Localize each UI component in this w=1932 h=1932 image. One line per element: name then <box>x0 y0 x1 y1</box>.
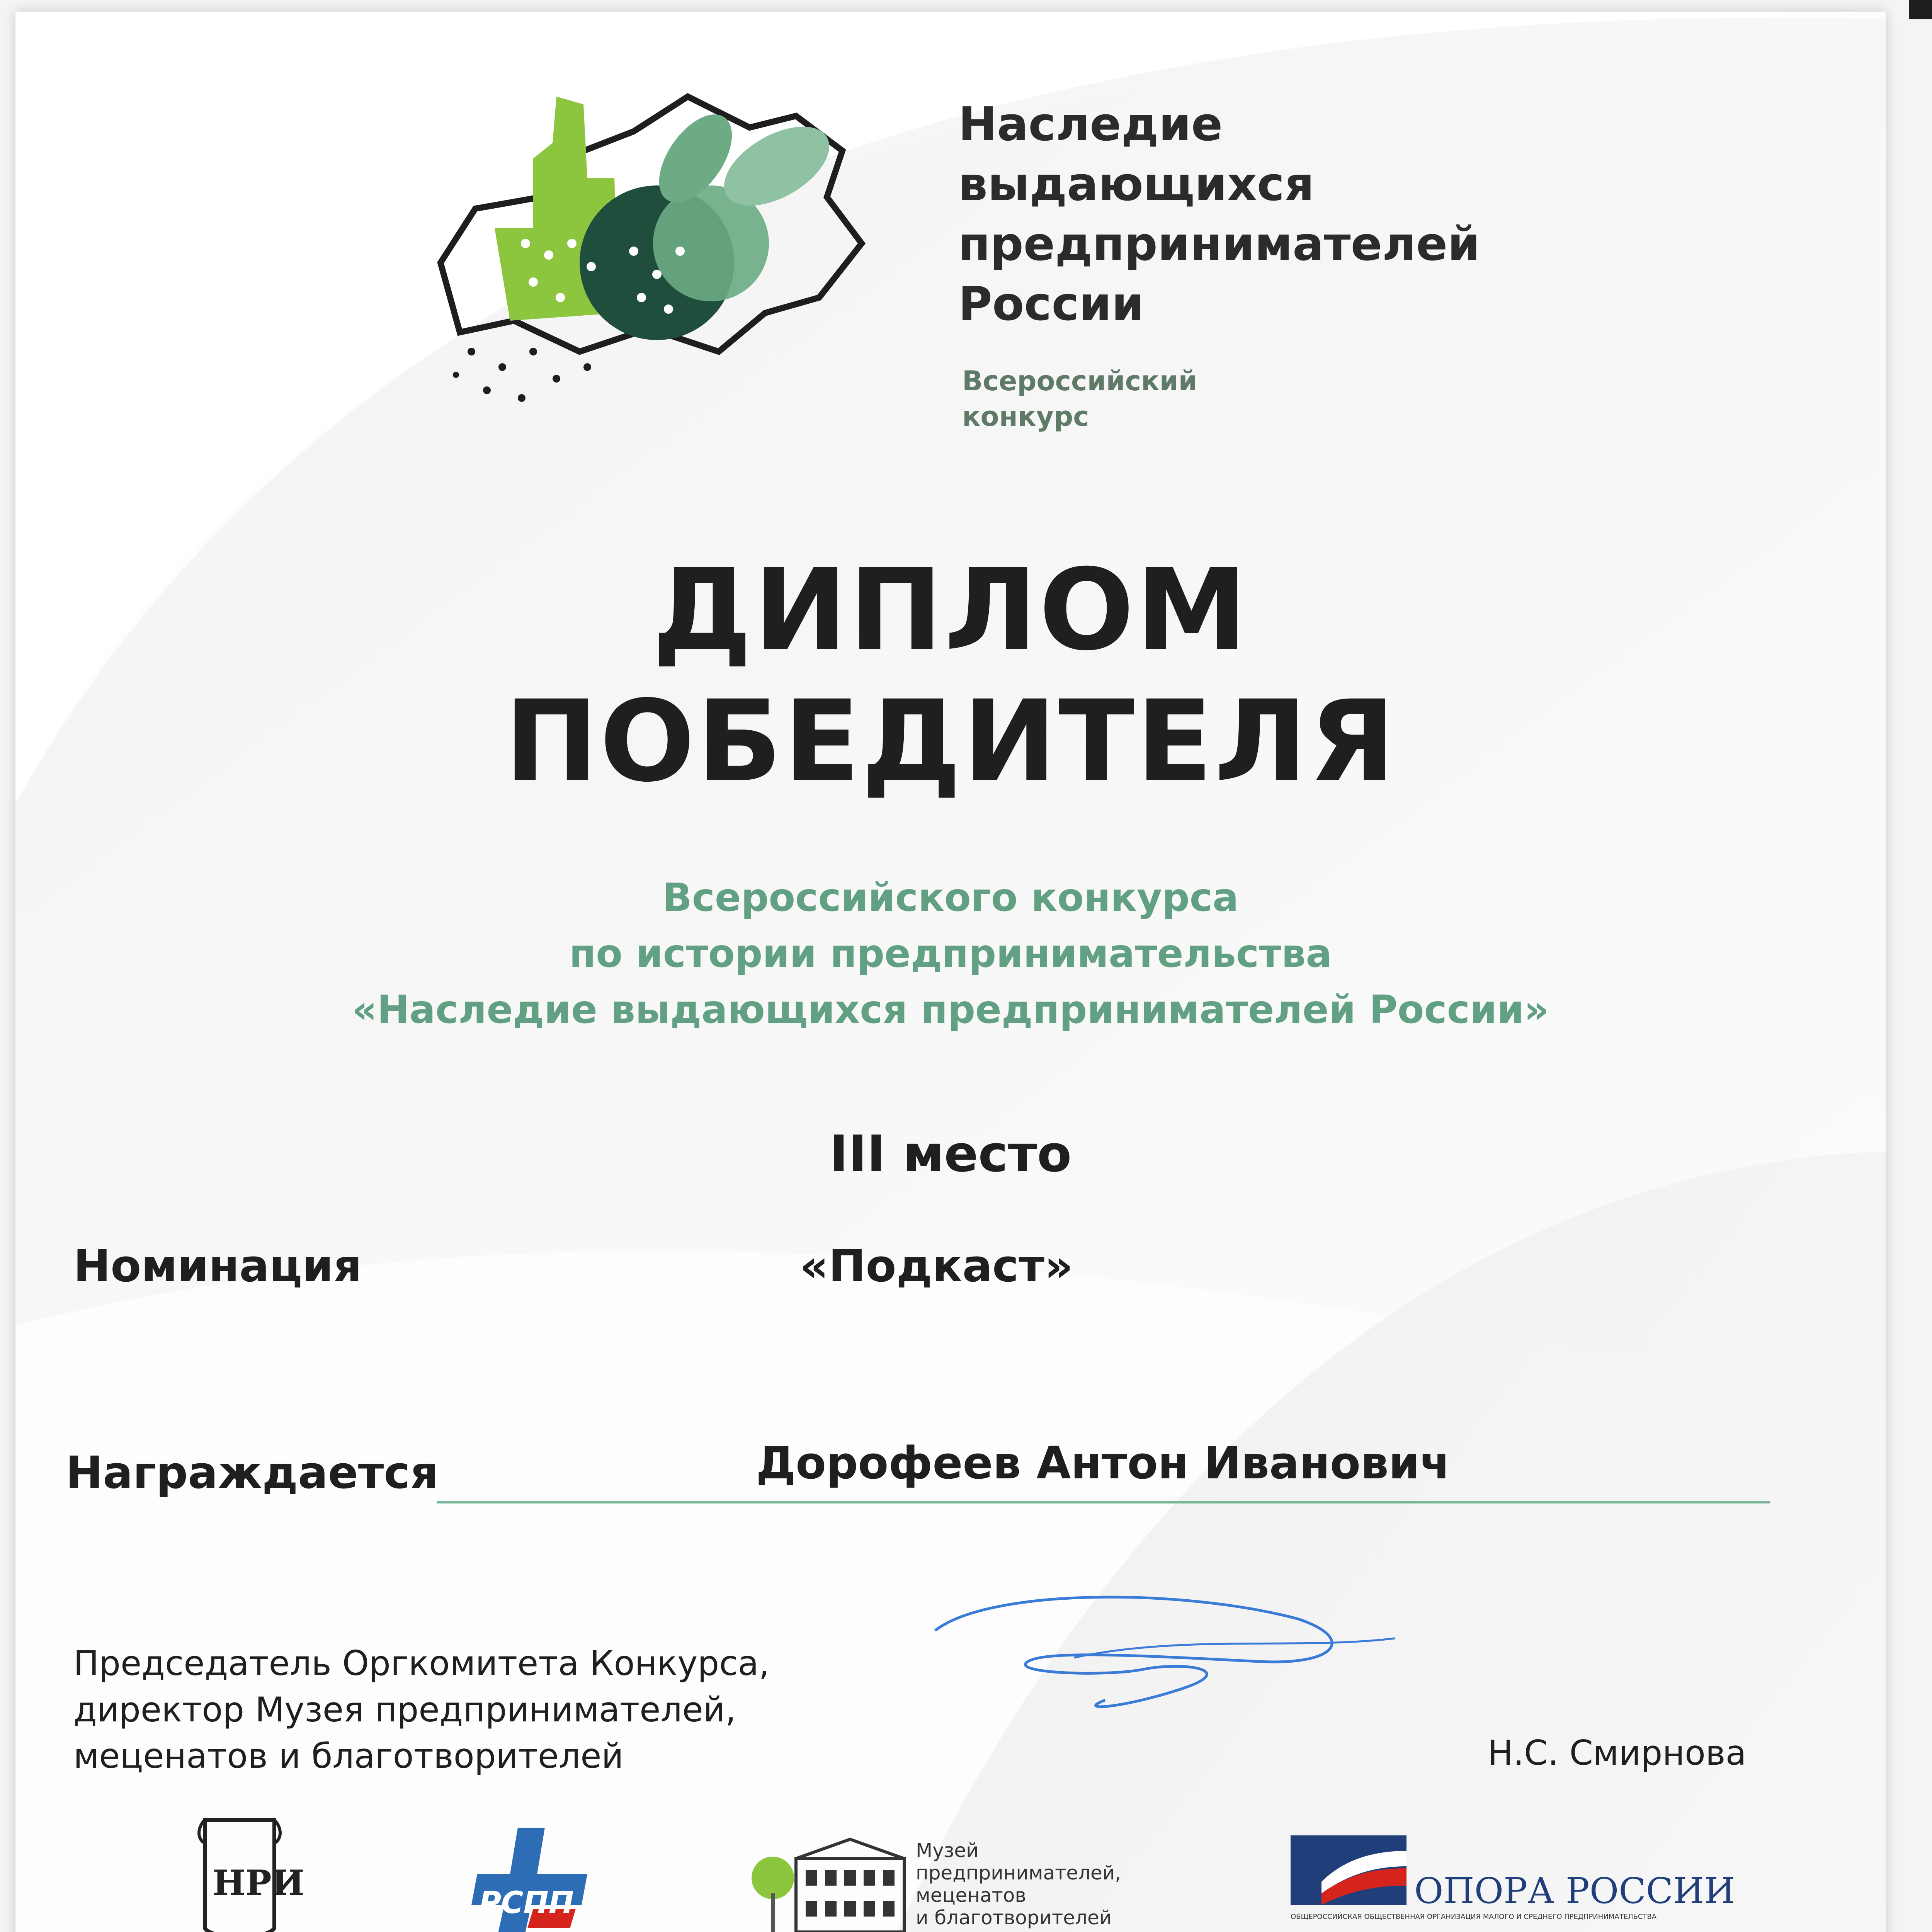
awarded-name: Дорофеев Антон Иванович <box>756 1437 1451 1489</box>
brand-title-line: выдающихся <box>958 158 1315 211</box>
brand-subtitle <box>962 363 1197 434</box>
brand-title-line: Наследие <box>958 98 1223 151</box>
opora-text: ОПОРА РОССИИ <box>1414 1870 1735 1912</box>
nomination-value: «Подкаст» <box>800 1240 1073 1292</box>
contest-line: Всероссийского конкурса <box>662 875 1239 920</box>
rspp-text: РСПП <box>479 1886 574 1920</box>
brand-title <box>958 95 1480 334</box>
contest-line: «Наследие выдающихся предпринимателей России» <box>352 987 1549 1032</box>
scan-corner-mark <box>1909 0 1932 19</box>
signature <box>912 1573 1414 1727</box>
chair-line: Председатель Оргкомитета Конкурса, <box>73 1643 770 1683</box>
logo-rspp <box>471 1828 587 1932</box>
museum-line: Музей <box>916 1839 979 1862</box>
diploma-title-line2: ПОБЕДИТЕЛЯ <box>504 677 1397 807</box>
museum-text <box>916 1839 1148 1929</box>
logo-museum <box>746 1835 1121 1932</box>
museum-line: и благотворителей <box>916 1906 1112 1929</box>
contest-line: по истории предпринимательства <box>569 931 1332 976</box>
awarded-underline <box>437 1501 1770 1503</box>
nomination-label: Номинация <box>73 1240 362 1292</box>
museum-line: меценатов <box>916 1884 1026 1906</box>
diploma-sheet <box>15 12 1886 1932</box>
chair-position <box>73 1640 770 1779</box>
opora-subtext: ОБЩЕРОССИЙСКАЯ ОБЩЕСТВЕННАЯ ОРГАНИЗАЦИЯ МАЛОГО И СРЕДНЕГО ПРЕДПРИНИМАТЕЛЬСТВА <box>1291 1913 1657 1921</box>
logo-nri <box>189 1812 304 1932</box>
brand-title-line: предпринимателей <box>958 218 1480 271</box>
place: III место <box>829 1124 1072 1183</box>
opora-flag-icon <box>1291 1835 1406 1913</box>
awarded-label: Награждается <box>66 1447 439 1499</box>
brand-logo <box>417 81 881 421</box>
museum-building-icon <box>746 1835 908 1932</box>
chair-line: директор Музея предпринимателей, <box>73 1690 736 1730</box>
logo-opora <box>1291 1835 1735 1921</box>
signer-name: Н.С. Смирнова <box>1488 1733 1747 1773</box>
brand-subtitle-line: конкурс <box>962 401 1089 432</box>
contest-description <box>15 869 1886 1037</box>
chair-line: меценатов и благотворителей <box>73 1736 624 1776</box>
brand-subtitle-line: Всероссийский <box>962 365 1197 397</box>
museum-line: предпринимателей, <box>916 1862 1121 1884</box>
nri-text: НРИ <box>213 1862 304 1903</box>
diploma-title-line1: ДИПЛОМ <box>652 545 1249 675</box>
brand-title-line: России <box>958 277 1144 331</box>
